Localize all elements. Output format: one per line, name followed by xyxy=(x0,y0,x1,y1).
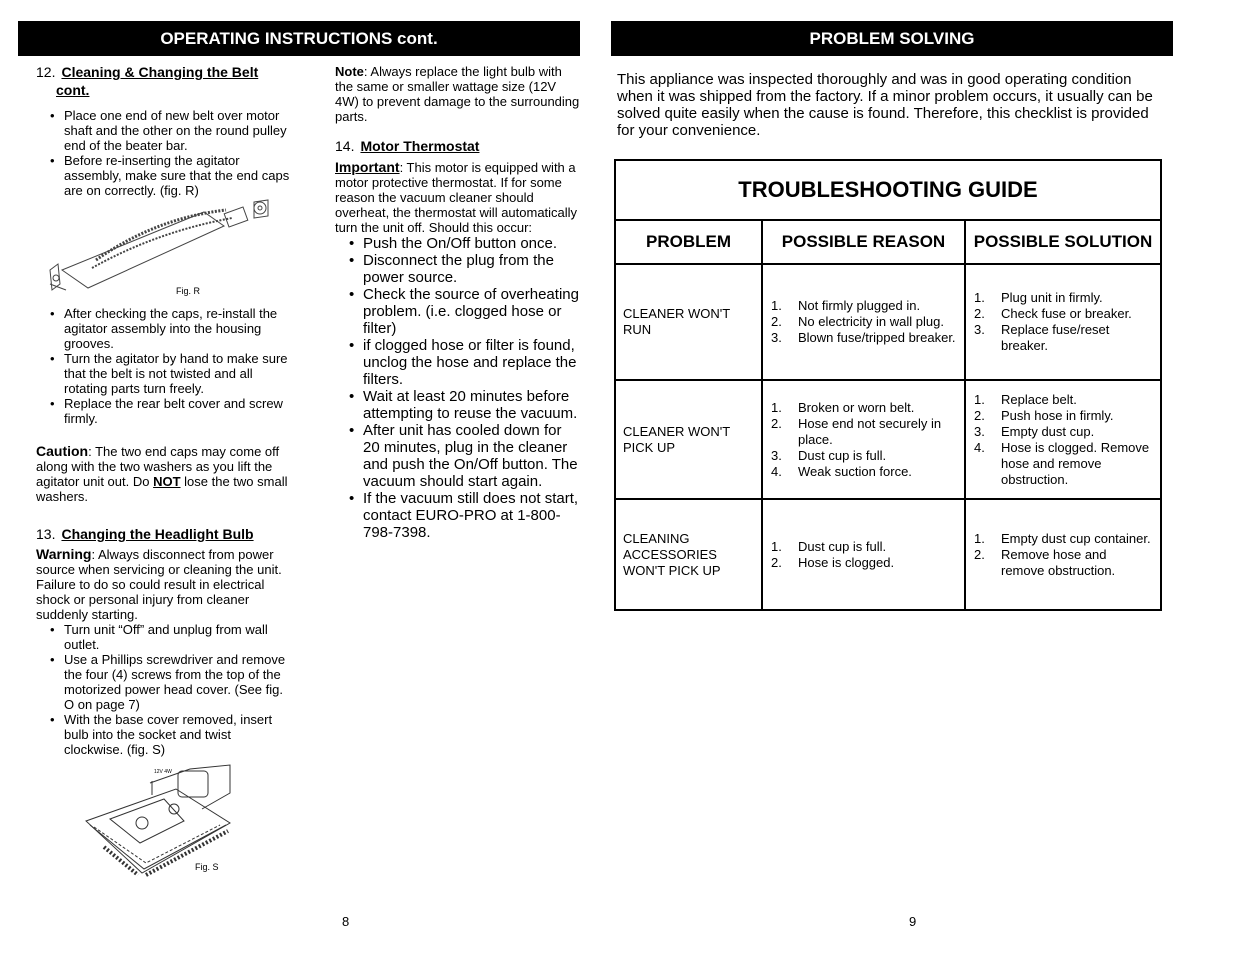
numbered-item: 1. Plug unit in firmly. xyxy=(974,290,1103,305)
agitator-illustration xyxy=(36,198,276,306)
column-header: POSSIBLE SOLUTION xyxy=(965,221,1160,264)
bullet-item: • If the vacuum still does not start, contact EURO-PRO at 1-800-798-7398. xyxy=(335,490,580,541)
figure-r xyxy=(36,198,292,306)
numbered-item: 4. Hose is clogged. Remove hose and remove obstruction. xyxy=(974,439,1150,487)
belt-steps-a xyxy=(36,108,292,198)
table-row xyxy=(616,264,1160,380)
left-column xyxy=(36,63,292,883)
numbered-item: 3. Dust cup is full. xyxy=(771,447,887,463)
numbered-item: 3. Replace fuse/reset breaker. xyxy=(974,322,1110,353)
solution-cell xyxy=(965,380,1160,499)
page-number-left: 8 xyxy=(342,914,350,929)
bullet-item: • Turn unit “Off” and unplug from wall outlet. xyxy=(36,622,292,652)
reason-cell xyxy=(762,264,965,380)
note-paragraph: Note: Always replace the light bulb with the same or smaller wattage size (12V 4W) to prevent damage to the surrounding parts. xyxy=(335,64,580,124)
numbered-item: 1. Replace belt. xyxy=(974,391,1077,407)
solution-cell xyxy=(965,499,1160,610)
bullet-item: • if clogged hose or filter is found, unclog the hose and replace the filters. xyxy=(335,337,580,388)
bullet-item: • Replace the rear belt cover and screw firmly. xyxy=(36,396,292,426)
page-number-right: 9 xyxy=(909,914,917,929)
troubleshooting-guide xyxy=(614,159,1162,611)
problem-cell: CLEANER WON'T RUN xyxy=(616,264,762,380)
bullet-item: • Push the On/Off button once. xyxy=(335,235,580,252)
numbered-item: 3. Empty dust cup. xyxy=(974,423,1095,439)
intro-paragraph: This appliance was inspected thoroughly and was in good operating condition when it was shipped from the factory. If a minor problem occurs, it usually can be solved quite easily when the cause is found. Therefore, this checklist is provided for your convenience. xyxy=(617,71,1153,139)
numbered-item: 2. Push hose in firmly. xyxy=(974,407,1114,423)
figure-s-caption: Fig. S xyxy=(195,862,219,872)
reason-cell xyxy=(762,380,965,499)
warning-note: Warning: Always disconnect from power source when servicing or cleaning the unit. Failure to do so could result in electrical shock or personal injury from cleaner suddenly starting. xyxy=(36,546,282,622)
numbered-item: 3. Blown fuse/tripped breaker. xyxy=(771,330,956,345)
bullet-item: • With the base cover removed, insert bulb into the socket and twist clockwise. (fig. S) xyxy=(36,712,292,757)
figure-s xyxy=(36,763,292,883)
bullet-item: • Turn the agitator by hand to make sure that the belt is not twisted and all rotating parts turn freely. xyxy=(36,351,292,396)
numbered-item: 4. Weak suction force. xyxy=(771,463,912,479)
bullet-item: • Place one end of new belt over motor shaft and the other on the round pulley end of the beater bar. xyxy=(36,108,292,153)
table-row xyxy=(616,380,1160,499)
bullet-item: • After unit has cooled down for 20 minutes, plug in the cleaner and push the On/Off button. The vacuum should start again. xyxy=(335,422,580,490)
problem-cell: CLEANING ACCESSORIES WON'T PICK UP xyxy=(616,499,762,610)
bullet-item: • Use a Phillips screwdriver and remove the four (4) screws from the top of the motorized power head cover. (See fig. O on page 7) xyxy=(36,652,292,712)
bullet-item: • After checking the caps, re-install the agitator assembly into the housing grooves. xyxy=(36,306,292,351)
table-title: TROUBLESHOOTING GUIDE xyxy=(616,161,1160,221)
numbered-item: 1. Dust cup is full. xyxy=(771,539,887,554)
section-14-heading: 14. Motor Thermostat xyxy=(335,138,480,154)
numbered-item: 2. No electricity in wall plug. xyxy=(771,314,944,329)
caution-note: Caution: The two end caps may come off along with the two washers as you lift the agitator unit out. Do NOT lose the two small washers. xyxy=(36,443,288,504)
bullet-item: • Check the source of overheating problem. (i.e. clogged hose or filter) xyxy=(335,286,580,337)
numbered-item: 1. Not firmly plugged in. xyxy=(771,298,921,313)
numbered-item: 2. Hose is clogged. xyxy=(771,555,895,570)
column-header: PROBLEM xyxy=(616,221,762,264)
troubleshooting-table xyxy=(616,221,1160,610)
thermostat-steps xyxy=(335,235,580,541)
bullet-item: • Before re-inserting the agitator assembly, make sure that the end caps are on correctly. (fig. R) xyxy=(36,153,292,198)
section-13-heading: 13. Changing the Headlight Bulb xyxy=(36,526,254,542)
table-row xyxy=(616,499,1160,610)
numbered-item: 1. Empty dust cup container. xyxy=(974,531,1151,546)
section-header-problem-solving: PROBLEM SOLVING xyxy=(611,21,1173,56)
middle-column xyxy=(335,64,580,541)
section-12-heading: 12. Cleaning & Changing the Belt cont. xyxy=(36,64,259,98)
headlight-illustration xyxy=(80,763,280,883)
column-header: POSSIBLE REASON xyxy=(762,221,965,264)
important-note: Important: This motor is equipped with a motor protective thermostat. If for some reason the vacuum cleaner should overheat, the thermostat will automatically turn the unit off. Should this occur: xyxy=(335,159,578,235)
section-header-operating: OPERATING INSTRUCTIONS cont. xyxy=(18,21,580,56)
numbered-item: 2. Remove hose and remove obstruction. xyxy=(974,547,1116,578)
bullet-item: • Disconnect the plug from the power source. xyxy=(335,252,580,286)
numbered-item: 2. Check fuse or breaker. xyxy=(974,306,1132,321)
solution-cell xyxy=(965,264,1160,380)
numbered-item: 1. Broken or worn belt. xyxy=(771,399,915,415)
headlight-steps xyxy=(36,622,292,757)
reason-cell xyxy=(762,499,965,610)
problem-cell: CLEANER WON'T PICK UP xyxy=(616,380,762,499)
figure-r-caption: Fig. R xyxy=(176,286,201,296)
numbered-item: 2. Hose end not securely in place. xyxy=(771,415,942,447)
bullet-item: • Wait at least 20 minutes before attempting to reuse the vacuum. xyxy=(335,388,580,422)
bulb-label: 12V 4W xyxy=(154,769,172,775)
belt-steps-b xyxy=(36,306,292,426)
